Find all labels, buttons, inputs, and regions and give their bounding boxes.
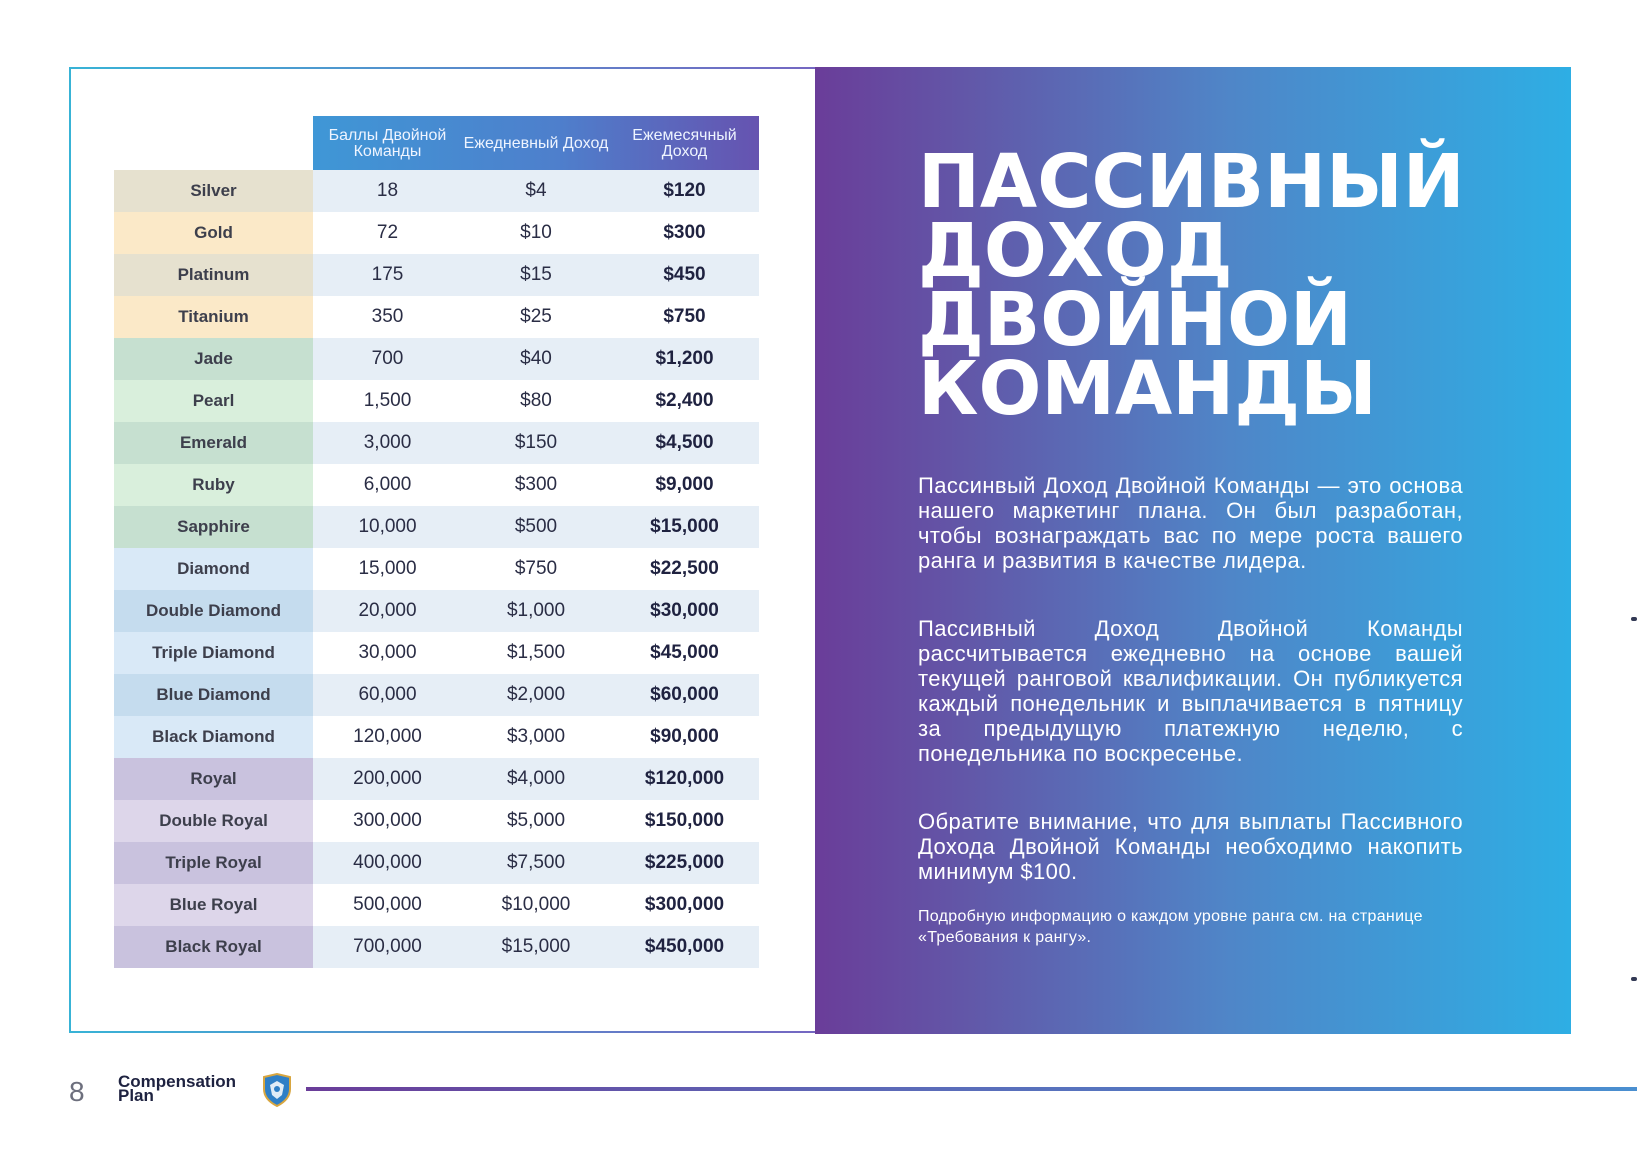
- team-points-value: 6,000: [313, 464, 462, 506]
- team-points-value: 500,000: [313, 884, 462, 926]
- daily-income-value: $7,500: [462, 842, 610, 884]
- page-title: [918, 139, 1478, 432]
- footnote: Подробную информацию о каждом уровне ранга см. на странице «Требования к рангу».: [918, 908, 1423, 946]
- edge-mark: [1631, 977, 1637, 981]
- monthly-income-value: $2,400: [610, 380, 759, 422]
- rank-name: Triple Royal: [114, 842, 313, 884]
- monthly-income-value: $90,000: [610, 716, 759, 758]
- rank-name: Double Royal: [114, 800, 313, 842]
- rank-name: Double Diamond: [114, 590, 313, 632]
- team-points-value: 400,000: [313, 842, 462, 884]
- edge-mark: [1631, 617, 1637, 621]
- rank-name: Pearl: [114, 380, 313, 422]
- table-row: [114, 716, 759, 758]
- title-line: КОМАНДЫ: [918, 346, 1377, 432]
- monthly-income-value: $60,000: [610, 674, 759, 716]
- team-points-value: 72: [313, 212, 462, 254]
- team-points-value: 175: [313, 254, 462, 296]
- team-points-value: 18: [313, 170, 462, 212]
- title-line: ДВОЙНОЙ: [918, 277, 1352, 363]
- daily-income-value: $40: [462, 338, 610, 380]
- team-points-value: 10,000: [313, 506, 462, 548]
- daily-income-value: $80: [462, 380, 610, 422]
- brand-name: [118, 1072, 237, 1105]
- team-points-value: 350: [313, 296, 462, 338]
- daily-income-value: $2,000: [462, 674, 610, 716]
- monthly-income-value: $120: [610, 170, 759, 212]
- header-team-points: Баллы Двойной Команды: [328, 127, 447, 160]
- table-row: [114, 548, 759, 590]
- daily-income-value: $10,000: [462, 884, 610, 926]
- daily-income-value: $4: [462, 170, 610, 212]
- monthly-income-value: $450,000: [610, 926, 759, 968]
- daily-income-value: $750: [462, 548, 610, 590]
- paragraph-minimum: Обратите внимание, что для выплаты Пассивного Дохода Двойной Команды необходимо накопить минимум $100.: [918, 809, 1463, 884]
- rank-name: Blue Diamond: [114, 674, 313, 716]
- team-points-value: 1,500: [313, 380, 462, 422]
- team-points-value: 15,000: [313, 548, 462, 590]
- rank-name: Royal: [114, 758, 313, 800]
- table-row: [114, 506, 759, 548]
- rank-name: Sapphire: [114, 506, 313, 548]
- team-points-value: 3,000: [313, 422, 462, 464]
- title-line: ПАССИВНЫЙ: [918, 139, 1465, 225]
- table-row: [114, 632, 759, 674]
- monthly-income-value: $450: [610, 254, 759, 296]
- table-row: [114, 170, 759, 212]
- monthly-income-value: $4,500: [610, 422, 759, 464]
- monthly-income-value: $22,500: [610, 548, 759, 590]
- monthly-income-value: $300,000: [610, 884, 759, 926]
- daily-income-value: $15: [462, 254, 610, 296]
- rank-name: Ruby: [114, 464, 313, 506]
- page-number: 8: [69, 1076, 85, 1107]
- daily-income-value: $1,500: [462, 632, 610, 674]
- daily-income-value: $3,000: [462, 716, 610, 758]
- rank-name: Blue Royal: [114, 884, 313, 926]
- monthly-income-value: $15,000: [610, 506, 759, 548]
- daily-income-value: $4,000: [462, 758, 610, 800]
- daily-income-value: $500: [462, 506, 610, 548]
- monthly-income-value: $300: [610, 212, 759, 254]
- daily-income-value: $15,000: [462, 926, 610, 968]
- rank-name: Triple Diamond: [114, 632, 313, 674]
- table-row: [114, 212, 759, 254]
- rank-name: Platinum: [114, 254, 313, 296]
- team-points-value: 30,000: [313, 632, 462, 674]
- team-points-value: 300,000: [313, 800, 462, 842]
- table-header: [313, 116, 759, 170]
- title-line: ДОХОД: [918, 208, 1233, 294]
- monthly-income-value: $45,000: [610, 632, 759, 674]
- team-points-value: 200,000: [313, 758, 462, 800]
- team-points-value: 60,000: [313, 674, 462, 716]
- rank-name: Gold: [114, 212, 313, 254]
- brand-line: Plan: [118, 1086, 154, 1105]
- table-row: [114, 590, 759, 632]
- table-row: [114, 380, 759, 422]
- footer-divider: [306, 1087, 1637, 1091]
- table-body: [114, 170, 759, 968]
- table-row: [114, 338, 759, 380]
- rank-name: Black Royal: [114, 926, 313, 968]
- rank-name: Black Diamond: [114, 716, 313, 758]
- table-row: [114, 842, 759, 884]
- table-row: [114, 926, 759, 968]
- rank-name: Jade: [114, 338, 313, 380]
- table-row: [114, 254, 759, 296]
- brand-line: Compensation: [118, 1072, 237, 1091]
- table-row: [114, 674, 759, 716]
- rank-name: Silver: [114, 170, 313, 212]
- monthly-income-value: $120,000: [610, 758, 759, 800]
- rank-name: Titanium: [114, 296, 313, 338]
- table-row: [114, 422, 759, 464]
- monthly-income-value: $150,000: [610, 800, 759, 842]
- header-monthly-income: Ежемесячный Доход: [632, 127, 737, 160]
- monthly-income-value: $750: [610, 296, 759, 338]
- monthly-income-value: $30,000: [610, 590, 759, 632]
- shield-logo-icon: [262, 1073, 292, 1107]
- team-points-value: 20,000: [313, 590, 462, 632]
- paragraph-calculation: Пассивный Доход Двойной Команды рассчитывается ежедневно на основе вашей текущей ранговой квалификации. Он публикуется каждый понедельник и выплачивается в пятницу за предыдущую платежную неделю, с понедельника по воскресенье.: [918, 616, 1463, 766]
- paragraph-intro: Пассинвый Доход Двойной Команды — это основа нашего маркетинг плана. Он был разработан, чтобы вознаграждать вас по мере роста вашего ранга и развития в качестве лидера.: [918, 473, 1463, 573]
- team-points-value: 120,000: [313, 716, 462, 758]
- table-row: [114, 464, 759, 506]
- daily-income-value: $1,000: [462, 590, 610, 632]
- monthly-income-value: $9,000: [610, 464, 759, 506]
- team-points-value: 700: [313, 338, 462, 380]
- team-points-value: 700,000: [313, 926, 462, 968]
- rank-name: Diamond: [114, 548, 313, 590]
- daily-income-value: $150: [462, 422, 610, 464]
- daily-income-value: $10: [462, 212, 610, 254]
- table-row: [114, 296, 759, 338]
- table-row: [114, 884, 759, 926]
- header-daily-income: Ежедневный Доход: [463, 135, 609, 152]
- daily-income-value: $300: [462, 464, 610, 506]
- table-row: [114, 800, 759, 842]
- monthly-income-value: $225,000: [610, 842, 759, 884]
- daily-income-value: $25: [462, 296, 610, 338]
- daily-income-value: $5,000: [462, 800, 610, 842]
- rank-name: Emerald: [114, 422, 313, 464]
- monthly-income-value: $1,200: [610, 338, 759, 380]
- table-row: [114, 758, 759, 800]
